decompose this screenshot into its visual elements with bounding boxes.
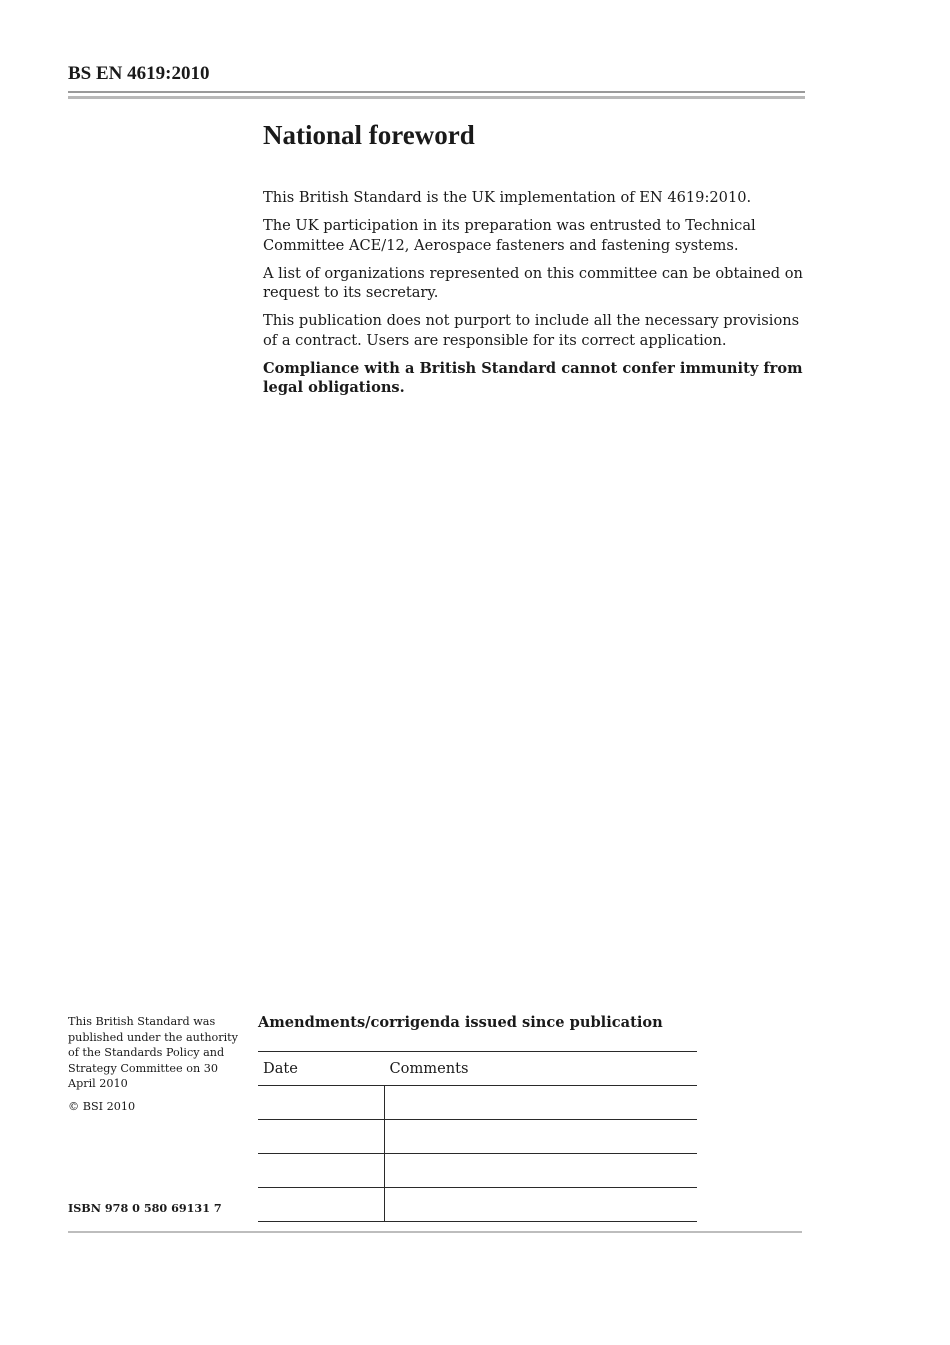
- foreword-body: [263, 188, 808, 406]
- document-code: BS EN 4619:2010: [68, 63, 210, 84]
- comments-cell: [385, 1086, 698, 1120]
- date-cell: [258, 1120, 385, 1154]
- comments-cell: [385, 1188, 698, 1222]
- comments-cell: [385, 1154, 698, 1188]
- comments-cell: [385, 1120, 698, 1154]
- table-row: [258, 1120, 697, 1154]
- amendments-table: [258, 1051, 697, 1222]
- table-row: [258, 1154, 697, 1188]
- table-row: [258, 1086, 697, 1120]
- date-cell: [258, 1086, 385, 1120]
- column-header-date: Date: [263, 1060, 298, 1077]
- page-title: National foreword: [263, 120, 475, 150]
- header-rule-secondary: [68, 96, 805, 99]
- amendments-title: Amendments/corrigenda issued since publication: [258, 1014, 663, 1031]
- footer-rule: [68, 1231, 802, 1233]
- isbn: ISBN 978 0 580 69131 7: [68, 1201, 222, 1215]
- foreword-paragraph: This publication does not purport to include all the necessary provisions of a contract. Users are responsible for its correct application.: [263, 312, 800, 349]
- foreword-paragraph: A list of organizations represented on this committee can be obtained on request to its secretary.: [263, 264, 803, 301]
- table-row: [258, 1188, 697, 1222]
- column-header-comments: Comments: [389, 1060, 469, 1077]
- header-rule: [68, 91, 805, 93]
- foreword-paragraph: The UK participation in its preparation was entrusted to Technical Committee ACE/12, Aerospace fasteners and fastening systems.: [263, 217, 756, 254]
- table-header-row: [258, 1052, 697, 1086]
- date-cell: [258, 1154, 385, 1188]
- compliance-note: Compliance with a British Standard cannot confer immunity from legal obligations.: [263, 359, 803, 396]
- foreword-paragraph: This British Standard is the UK implementation of EN 4619:2010.: [263, 189, 752, 206]
- copyright-notice: © BSI 2010: [68, 1099, 136, 1113]
- publication-note: This British Standard was published under the authority of the Standards Policy and Strategy Committee on 30 April 2010: [68, 1015, 238, 1090]
- date-cell: [258, 1188, 385, 1222]
- publication-sidebar: [68, 1014, 238, 1121]
